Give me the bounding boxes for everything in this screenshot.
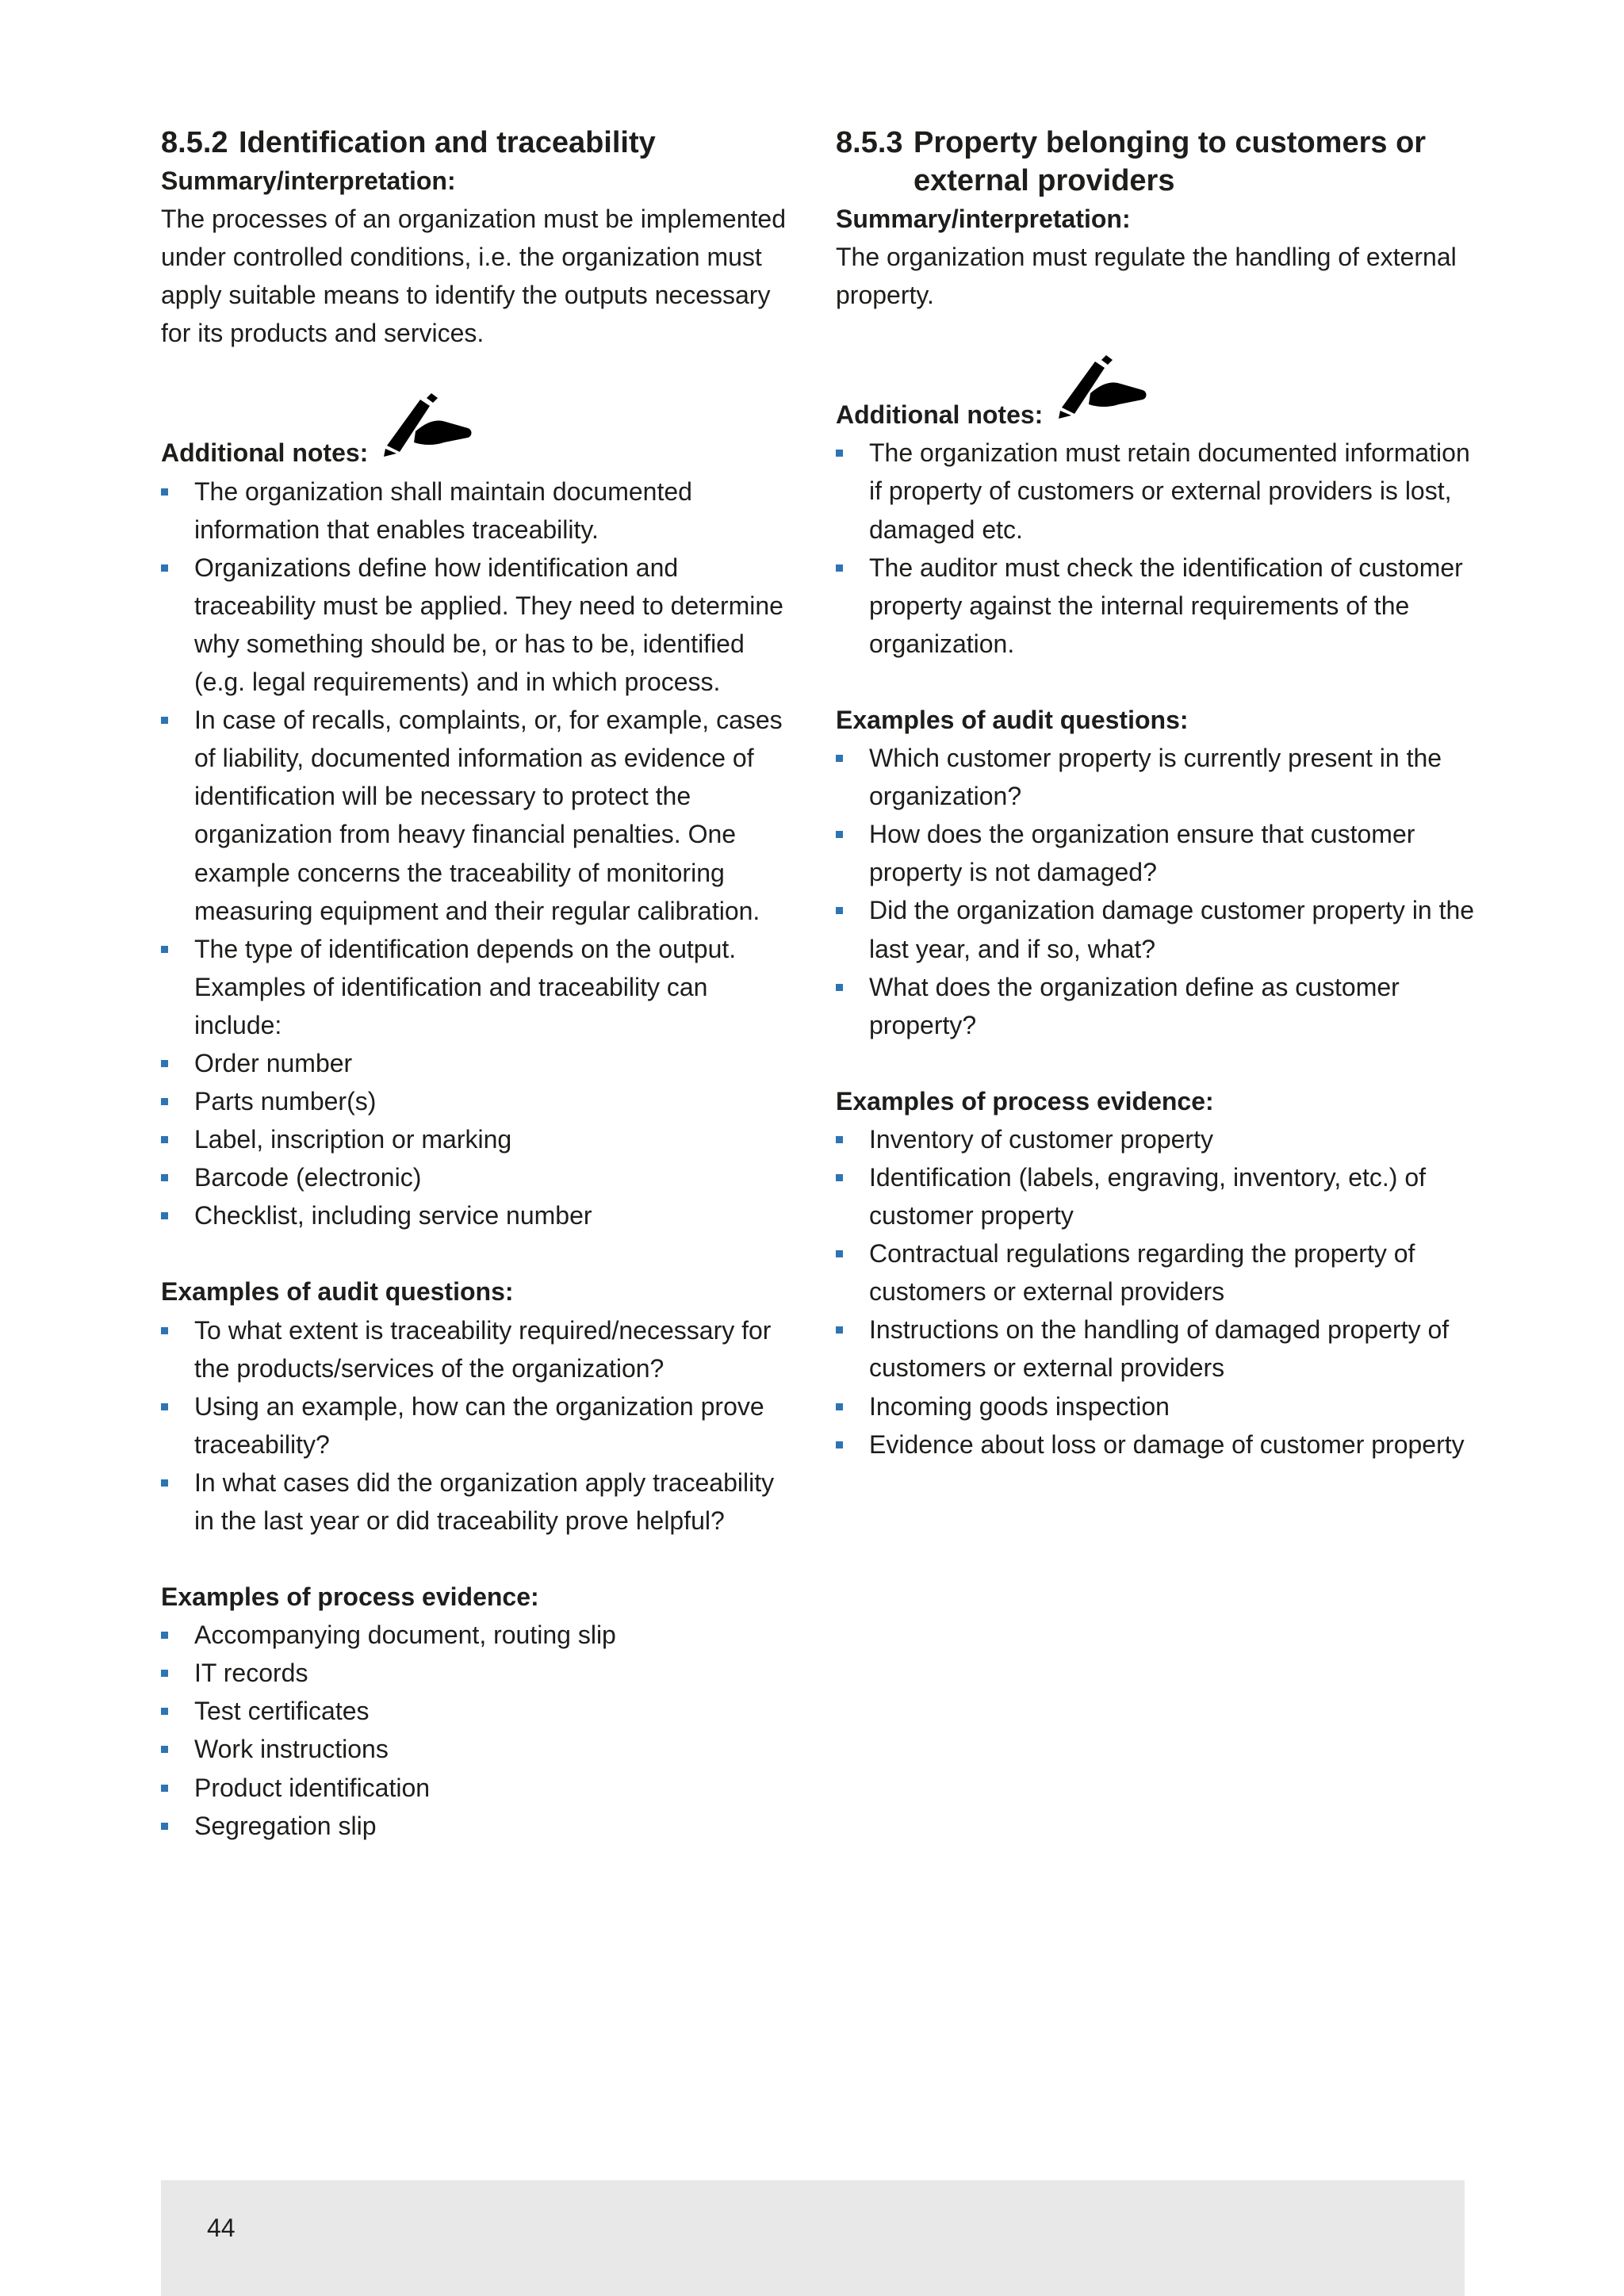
list-item: The type of identification depends on the output. Examples of identification and traceability can include: [161,930,795,1044]
section-title-text: Identification and traceability [239,126,656,159]
additional-notes-row [161,390,795,472]
section-title-8-5-2 [161,124,795,162]
list-item: IT records [161,1654,795,1692]
summary-text: The processes of an organization must be implemented under controlled conditions, i.e. the organization must apply suitable means to identify the outputs necessary for its products and services. [161,205,786,348]
list-item: How does the organization ensure that customer property is not damaged? [836,815,1478,891]
process-evidence-heading: Examples of process evidence: [836,1086,1214,1115]
spacer [836,663,1478,701]
spacer [161,1540,795,1578]
additional-notes-heading: Additional notes: [161,438,369,468]
list-item: Barcode (electronic) [161,1158,795,1196]
process-evidence-list [836,1120,1478,1464]
list-item: Contractual regulations regarding the property of customers or external providers [836,1234,1478,1311]
audit-questions-list [836,739,1478,1044]
process-evidence-list [161,1616,795,1845]
list-item: Organizations define how identification and traceability must be applied. They need to determine why something should be, or has to be, identified (e.g. legal requirements) and in which process. [161,549,795,701]
right-column [836,124,1478,1464]
list-item: Which customer property is currently present in the organization? [836,739,1478,815]
list-item: Using an example, how can the organization prove traceability? [161,1387,795,1464]
list-item: Did the organization damage customer property in the last year, and if so, what? [836,891,1478,967]
additional-notes-list [161,473,795,1235]
list-item: In what cases did the organization apply traceability in the last year or did traceability prove helpful? [161,1464,795,1540]
additional-notes-row [836,352,1478,434]
writing-hand-icon [1054,352,1149,430]
additional-notes-list [836,434,1478,663]
list-item: Product identification [161,1769,795,1807]
list-item: The auditor must check the identification of customer property against the internal requirements of the organization. [836,549,1478,663]
list-item: In case of recalls, complaints, or, for example, cases of liability, documented information as evidence of identification will be necessary to protect the organization from heavy financial penalties. One example concerns the traceability of monitoring measuring equipment and their regular calibration. [161,701,795,930]
list-item: Evidence about loss or damage of customer property [836,1425,1478,1464]
list-item: Order number [161,1044,795,1082]
spacer [836,1044,1478,1082]
list-item: Segregation slip [161,1807,795,1845]
list-item: What does the organization define as customer property? [836,968,1478,1044]
section-title-8-5-3 [836,124,1478,200]
list-item: The organization shall maintain documented information that enables traceability. [161,473,795,549]
section-number: 8.5.2 [161,126,228,159]
list-item: Identification (labels, engraving, inventory, etc.) of customer property [836,1158,1478,1234]
page-footer [161,2180,1465,2296]
list-item: Label, inscription or marking [161,1120,795,1158]
list-item: Instructions on the handling of damaged property of customers or external providers [836,1311,1478,1387]
summary-text: The organization must regulate the handling of external property. [836,243,1457,310]
list-item: Incoming goods inspection [836,1387,1478,1425]
list-item: Parts number(s) [161,1082,795,1120]
audit-questions-list [161,1311,795,1540]
list-item: Checklist, including service number [161,1196,795,1234]
list-item: The organization must retain documented information if property of customers or external providers is lost, damaged etc. [836,434,1478,548]
additional-notes-heading: Additional notes: [836,400,1044,430]
list-item: Test certificates [161,1692,795,1730]
left-column [161,124,795,1845]
audit-questions-heading: Examples of audit questions: [836,705,1189,734]
page-number: 44 [207,2214,236,2242]
section-title-text: Property belonging to customers or external providers [914,126,1427,197]
writing-hand-icon [379,390,474,469]
list-item: Accompanying document, routing slip [161,1616,795,1654]
spacer [161,1234,795,1272]
audit-questions-heading: Examples of audit questions: [161,1277,514,1307]
process-evidence-heading: Examples of process evidence: [161,1582,539,1612]
summary-heading: Summary/interpretation: [161,166,456,195]
list-item: To what extent is traceability required/necessary for the products/services of the organization? [161,1311,795,1387]
list-item: Work instructions [161,1730,795,1768]
summary-heading: Summary/interpretation: [836,205,1131,233]
list-item: Inventory of customer property [836,1120,1478,1158]
section-number: 8.5.3 [836,126,903,159]
